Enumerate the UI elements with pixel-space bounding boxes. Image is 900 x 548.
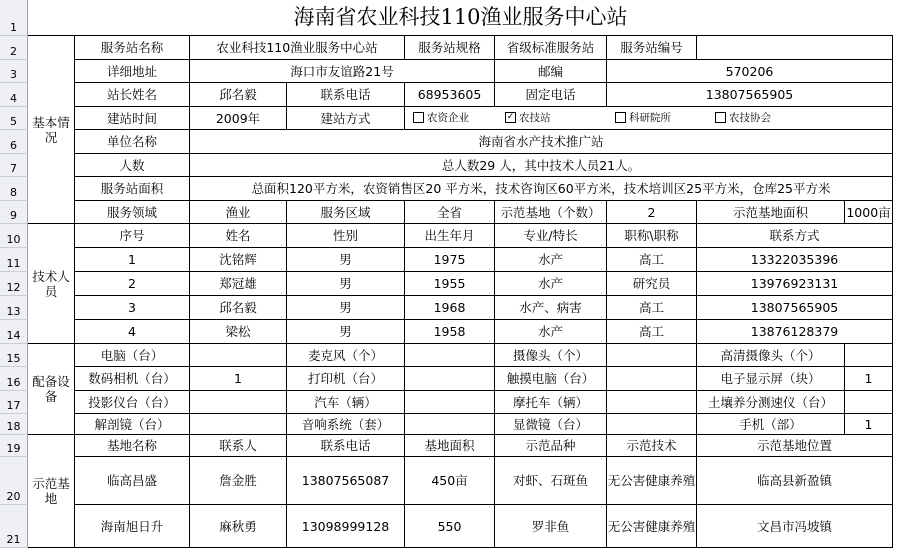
cell-text: 1 <box>234 371 242 386</box>
staff-cell[interactable] <box>75 296 190 320</box>
cell-text: 建站方式 <box>320 110 371 126</box>
row-number[interactable] <box>0 272 28 296</box>
staff-header[interactable] <box>287 224 405 248</box>
staff-cell[interactable] <box>190 320 287 344</box>
cell-text: 2 <box>128 276 136 291</box>
value-built-time[interactable] <box>190 107 287 130</box>
row-number[interactable] <box>0 505 28 548</box>
cell-text: 电脑（台） <box>100 347 164 363</box>
cell-text: 1 <box>128 252 136 267</box>
cell-text: 詹金胜 <box>219 473 257 488</box>
equipment-label[interactable] <box>697 414 845 435</box>
staff-cell[interactable] <box>287 272 405 296</box>
staff-cell[interactable] <box>75 272 190 296</box>
cell-text: 研究员 <box>632 276 671 291</box>
section-demo[interactable] <box>28 435 75 548</box>
cell-text: 省级标准服务站 <box>506 40 595 55</box>
row-number[interactable] <box>0 201 28 224</box>
equipment-label[interactable] <box>287 344 405 367</box>
staff-cell[interactable] <box>75 320 190 344</box>
equipment-value[interactable] <box>845 367 893 391</box>
label-region[interactable] <box>287 201 405 224</box>
cell-text: 摄像头（个） <box>512 347 588 363</box>
section-equip[interactable] <box>28 344 75 435</box>
demo-header[interactable] <box>75 435 190 457</box>
row-number[interactable] <box>0 248 28 272</box>
built-method-options[interactable] <box>405 107 893 130</box>
demo-header[interactable] <box>190 435 287 457</box>
row-number[interactable] <box>0 344 28 367</box>
row-number[interactable] <box>0 177 28 201</box>
value-landline[interactable] <box>607 83 893 107</box>
row-number-label: 10 <box>6 233 21 246</box>
option-label: 农技协会 <box>729 111 771 124</box>
cell-text: 示范基地位置 <box>756 438 832 453</box>
cell-text: 电子显示屏（块） <box>720 371 821 386</box>
staff-cell[interactable] <box>405 296 495 320</box>
label-unit-name[interactable] <box>75 130 190 154</box>
demo-cell[interactable] <box>75 457 190 505</box>
demo-cell[interactable] <box>405 457 495 505</box>
cell-text: 联系电话 <box>320 87 371 102</box>
cell-text: 建站时间 <box>106 110 157 126</box>
staff-cell[interactable] <box>287 248 405 272</box>
staff-cell[interactable] <box>697 320 893 344</box>
cell-text: 农业科技110渔业服务中心站 <box>216 40 378 55</box>
cell-text: 基地面积 <box>424 438 475 453</box>
row-number-label: 6 <box>10 139 17 152</box>
section-basic[interactable] <box>28 36 75 224</box>
label-phone[interactable] <box>287 83 405 107</box>
staff-cell[interactable] <box>405 272 495 296</box>
equipment-label[interactable] <box>287 414 405 435</box>
staff-cell[interactable] <box>607 272 697 296</box>
cell-text: 联系人 <box>219 438 257 453</box>
staff-cell[interactable] <box>697 296 893 320</box>
row-number-label: 15 <box>6 352 21 365</box>
cell-text: 13807565905 <box>750 300 839 315</box>
cell-text: 技术人员 <box>32 268 70 299</box>
staff-cell[interactable] <box>697 272 893 296</box>
staff-cell[interactable] <box>607 320 697 344</box>
label-master-name[interactable] <box>75 83 190 107</box>
staff-cell[interactable] <box>287 320 405 344</box>
row-number[interactable] <box>0 154 28 177</box>
cell-text: 罗非鱼 <box>531 518 570 534</box>
equipment-value[interactable] <box>405 367 495 391</box>
cell-text: 人数 <box>119 157 145 173</box>
value-demo-area[interactable] <box>845 201 893 224</box>
option-2[interactable] <box>615 111 671 126</box>
value-region[interactable] <box>405 201 495 224</box>
cell-text: 姓名 <box>225 228 251 243</box>
cell-text: 服务站规格 <box>418 40 481 55</box>
label-built-time[interactable] <box>75 107 190 130</box>
cell-text: 13876128379 <box>750 324 839 339</box>
cell-text: 高清摄像头（个） <box>720 347 821 363</box>
cell-text: 麻秋勇 <box>219 518 257 534</box>
cell-text: 1975 <box>433 252 466 267</box>
cell-text: 水产、病害 <box>519 300 582 315</box>
equipment-label[interactable] <box>495 367 607 391</box>
cell-text: 4 <box>128 324 136 339</box>
section-tech[interactable] <box>28 224 75 344</box>
cell-text: 汽车（辆） <box>314 394 377 410</box>
cell-text: 男 <box>339 276 352 291</box>
value-master-name[interactable] <box>190 83 287 107</box>
staff-cell[interactable] <box>697 248 893 272</box>
cell-text: 高工 <box>638 324 664 339</box>
cell-text: 男 <box>339 324 352 339</box>
row-number[interactable] <box>0 414 28 435</box>
row-number-label: 2 <box>10 45 17 58</box>
cell-text: 海南省水产技术推广站 <box>478 134 604 149</box>
staff-cell[interactable] <box>287 296 405 320</box>
equipment-value[interactable] <box>607 414 697 435</box>
value-station-code[interactable] <box>697 36 893 60</box>
equipment-label[interactable] <box>75 344 190 367</box>
cell-text: 服务站名称 <box>100 40 164 55</box>
staff-cell[interactable] <box>405 320 495 344</box>
demo-header[interactable] <box>495 435 607 457</box>
row-number[interactable] <box>0 391 28 414</box>
equipment-value[interactable] <box>405 344 495 367</box>
equipment-label[interactable] <box>697 344 845 367</box>
cell-text: 水产 <box>537 276 563 291</box>
cell-text: 显微镜（台） <box>512 416 588 432</box>
cell-text: 邱名毅 <box>219 300 257 315</box>
cell-text: 13322035396 <box>750 252 839 267</box>
cell-text: 海口市友谊路21号 <box>290 63 394 79</box>
cell-text: 临高县新盈镇 <box>756 473 832 488</box>
equipment-value[interactable] <box>190 344 287 367</box>
staff-cell[interactable] <box>190 272 287 296</box>
demo-header[interactable] <box>287 435 405 457</box>
cell-text: 麦克风（个） <box>307 347 383 363</box>
row-number[interactable] <box>0 130 28 154</box>
cell-text: 职称\职称 <box>624 228 679 243</box>
cell-text: 男 <box>339 252 352 267</box>
cell-text: 郑冠雄 <box>219 276 257 291</box>
label-station-code[interactable] <box>607 36 697 60</box>
staff-cell[interactable] <box>495 272 607 296</box>
cell-text: 无公害健康养殖 <box>607 473 696 488</box>
value-phone[interactable] <box>405 83 495 107</box>
label-demo-area[interactable] <box>697 201 845 224</box>
cell-text: 土壤养分测速仪（台） <box>707 394 833 410</box>
row-number-label: 1 <box>10 21 17 34</box>
cell-text: 服务站面积 <box>100 181 164 196</box>
cell-text: 1000亩 <box>846 204 891 220</box>
demo-cell[interactable] <box>607 505 697 548</box>
option-3[interactable] <box>715 111 771 126</box>
value-demo-count[interactable] <box>607 201 697 224</box>
cell-text: 海南省农业科技110渔业服务中心站 <box>293 5 628 29</box>
demo-cell[interactable] <box>287 505 405 548</box>
cell-text: 单位名称 <box>106 134 157 149</box>
cell-text: 基本情况 <box>32 114 70 145</box>
row-number[interactable] <box>0 296 28 320</box>
checkbox-icon[interactable] <box>715 112 726 123</box>
demo-cell[interactable] <box>75 505 190 548</box>
row-number-label: 7 <box>10 162 17 175</box>
equipment-label[interactable] <box>75 367 190 391</box>
option-1[interactable] <box>505 111 551 126</box>
cell-text: 1955 <box>433 276 466 291</box>
row-number[interactable] <box>0 435 28 457</box>
demo-header[interactable] <box>697 435 893 457</box>
row-number[interactable] <box>0 224 28 248</box>
cell-text: 13807565087 <box>301 473 390 488</box>
equipment-value[interactable] <box>405 391 495 414</box>
cell-text: 总人数29 人，其中技术人员21人。 <box>441 157 641 173</box>
row-number[interactable] <box>0 36 28 60</box>
demo-cell[interactable] <box>697 457 893 505</box>
staff-cell[interactable] <box>495 296 607 320</box>
value-field[interactable] <box>190 201 287 224</box>
cell-text: 1958 <box>433 324 466 339</box>
label-station-name[interactable] <box>75 36 190 60</box>
cell-text: 对虾、石斑鱼 <box>512 473 588 488</box>
cell-text: 基地名称 <box>106 438 157 453</box>
demo-cell[interactable] <box>607 457 697 505</box>
cell-text: 3 <box>128 300 136 315</box>
value-unit-name[interactable] <box>190 130 893 154</box>
row-number-label: 4 <box>10 92 17 105</box>
cell-text: 总面积120平方米，农资销售区20 平方米，技术咨询区60平方米，技术培训区25平方米，仓库25平方米 <box>251 181 831 196</box>
value-address[interactable] <box>190 60 495 83</box>
label-field[interactable] <box>75 201 190 224</box>
cell-text: 示范品种 <box>525 438 576 453</box>
staff-cell[interactable] <box>607 248 697 272</box>
cell-text: 文昌市冯坡镇 <box>756 518 832 534</box>
equipment-label[interactable] <box>495 344 607 367</box>
cell-text: 详细地址 <box>106 63 157 79</box>
row-number-label: 3 <box>10 68 17 81</box>
cell-text: 沈铭辉 <box>219 252 257 267</box>
value-people[interactable] <box>190 154 893 177</box>
cell-text: 联系电话 <box>320 438 371 453</box>
staff-header[interactable] <box>495 224 607 248</box>
row-number-label: 8 <box>10 186 17 199</box>
cell-text: 1 <box>864 371 873 386</box>
row-number[interactable] <box>0 320 28 344</box>
cell-text: 水产 <box>537 324 563 339</box>
label-landline[interactable] <box>495 83 607 107</box>
cell-text: 站长姓名 <box>106 87 157 102</box>
row-number-label: 11 <box>6 257 21 270</box>
row-number[interactable] <box>0 0 28 36</box>
row-number[interactable] <box>0 107 28 130</box>
label-station-scale[interactable] <box>405 36 495 60</box>
row-number-label: 13 <box>6 305 21 318</box>
value-station-name[interactable] <box>190 36 405 60</box>
label-people[interactable] <box>75 154 190 177</box>
demo-cell[interactable] <box>190 457 287 505</box>
cell-text: 解剖镜（台） <box>94 416 170 432</box>
cell-text: 性别 <box>332 228 358 243</box>
option-label: 科研院所 <box>629 111 671 124</box>
row-number-label: 5 <box>10 115 17 128</box>
equipment-value[interactable] <box>845 414 893 435</box>
cell-text: 450亩 <box>431 473 468 488</box>
value-postcode[interactable] <box>607 60 893 83</box>
staff-header[interactable] <box>190 224 287 248</box>
cell-text: 数码相机（台） <box>88 371 176 386</box>
cell-text: 示范基地（个数） <box>500 204 601 220</box>
cell-text: 服务站编号 <box>620 40 683 55</box>
row-number-label: 20 <box>6 490 21 503</box>
equipment-label[interactable] <box>75 391 190 414</box>
row-number-label: 18 <box>6 420 21 433</box>
cell-text: 1 <box>864 416 873 432</box>
staff-cell[interactable] <box>75 248 190 272</box>
cell-text: 男 <box>339 300 352 315</box>
cell-text: 序号 <box>119 228 145 243</box>
cell-text: 2 <box>647 204 656 220</box>
row-number[interactable] <box>0 60 28 83</box>
cell-text: 触摸电脑（台） <box>506 371 595 386</box>
cell-text: 临高昌盛 <box>106 473 157 488</box>
cell-text: 邱名毅 <box>219 87 257 102</box>
label-built-method[interactable] <box>287 107 405 130</box>
equipment-label[interactable] <box>75 414 190 435</box>
demo-cell[interactable] <box>495 505 607 548</box>
cell-text: 出生年月 <box>424 228 475 243</box>
equipment-label[interactable] <box>495 414 607 435</box>
demo-cell[interactable] <box>697 505 893 548</box>
equipment-label[interactable] <box>287 367 405 391</box>
cell-text: 高工 <box>638 252 664 267</box>
equipment-value[interactable] <box>607 367 697 391</box>
row-number-label: 16 <box>6 376 21 389</box>
row-number-label: 17 <box>6 399 21 412</box>
cell-text: 配备设备 <box>32 374 70 404</box>
equipment-value[interactable] <box>845 344 893 367</box>
row-number[interactable] <box>0 367 28 391</box>
cell-text: 音响系统（套） <box>301 416 390 432</box>
row-number[interactable] <box>0 457 28 505</box>
value-station-scale[interactable] <box>495 36 607 60</box>
cell-text: 海南旭日升 <box>100 518 164 534</box>
checkbox-icon[interactable] <box>413 112 424 123</box>
demo-cell[interactable] <box>495 457 607 505</box>
staff-cell[interactable] <box>405 248 495 272</box>
cell-text: 邮编 <box>537 63 563 79</box>
option-0[interactable] <box>413 111 469 126</box>
equipment-value[interactable] <box>190 391 287 414</box>
row-number[interactable] <box>0 83 28 107</box>
cell-text: 示范基地面积 <box>732 204 808 220</box>
cell-text: 联系方式 <box>769 228 820 243</box>
option-label: 农资企业 <box>427 111 469 124</box>
cell-text: 570206 <box>725 63 774 79</box>
equipment-label[interactable] <box>495 391 607 414</box>
cell-text: 水产 <box>537 252 563 267</box>
equipment-value[interactable] <box>405 414 495 435</box>
checkbox-checked-icon[interactable]: ✓ <box>506 111 515 122</box>
staff-header[interactable] <box>75 224 190 248</box>
checkbox-icon[interactable] <box>615 112 626 123</box>
equipment-label[interactable] <box>697 367 845 391</box>
row-number-label: 9 <box>10 209 17 222</box>
equipment-label[interactable] <box>697 391 845 414</box>
staff-cell[interactable] <box>495 248 607 272</box>
demo-cell[interactable] <box>287 457 405 505</box>
staff-cell[interactable] <box>190 296 287 320</box>
cell-text: 服务区域 <box>320 204 371 220</box>
row-number-label: 14 <box>6 329 21 342</box>
staff-header[interactable] <box>607 224 697 248</box>
row-number-label: 19 <box>6 442 21 455</box>
cell-text: 手机（部） <box>739 416 802 432</box>
cell-text: 固定电话 <box>525 87 576 102</box>
label-demo-count[interactable] <box>495 201 607 224</box>
demo-header[interactable] <box>607 435 697 457</box>
cell-text: 专业/特长 <box>523 228 578 243</box>
row-number-label: 12 <box>6 281 21 294</box>
staff-header[interactable] <box>405 224 495 248</box>
label-postcode[interactable] <box>495 60 607 83</box>
cell-text: 13976923131 <box>750 276 839 291</box>
staff-cell[interactable] <box>495 320 607 344</box>
label-address[interactable] <box>75 60 190 83</box>
sheet-title[interactable] <box>28 0 893 36</box>
staff-cell[interactable] <box>190 248 287 272</box>
cell-text: 打印机（台） <box>307 371 383 386</box>
staff-cell[interactable] <box>607 296 697 320</box>
equipment-value[interactable] <box>845 391 893 414</box>
equipment-value[interactable] <box>190 367 287 391</box>
demo-cell[interactable] <box>190 505 287 548</box>
cell-text: 梁松 <box>225 324 251 339</box>
cell-text: 投影仪台（台） <box>88 394 176 410</box>
equipment-label[interactable] <box>287 391 405 414</box>
cell-text: 550 <box>437 518 462 534</box>
cell-text: 1968 <box>433 300 466 315</box>
equipment-value[interactable] <box>607 344 697 367</box>
option-label: 农技站 <box>519 111 551 124</box>
cell-text: 示范基地 <box>32 476 70 506</box>
cell-text: 无公害健康养殖 <box>607 518 696 534</box>
cell-text: 渔业 <box>225 204 251 220</box>
label-area[interactable] <box>75 177 190 201</box>
demo-cell[interactable] <box>405 505 495 548</box>
cell-text: 示范技术 <box>626 438 677 453</box>
row-number-label: 21 <box>6 533 21 546</box>
cell-text: 高工 <box>638 300 664 315</box>
value-area[interactable] <box>190 177 893 201</box>
staff-header[interactable] <box>697 224 893 248</box>
cell-text: 服务领域 <box>106 204 157 220</box>
cell-text: 2009年 <box>215 110 261 126</box>
cell-text: 13807565905 <box>705 87 794 102</box>
cell-text: 全省 <box>436 204 462 220</box>
equipment-value[interactable] <box>190 414 287 435</box>
cell-text: 摩托车（辆） <box>512 394 588 410</box>
demo-header[interactable] <box>405 435 495 457</box>
cell-text: 13098999128 <box>301 518 390 534</box>
cell-text: 68953605 <box>417 87 482 102</box>
equipment-value[interactable] <box>607 391 697 414</box>
